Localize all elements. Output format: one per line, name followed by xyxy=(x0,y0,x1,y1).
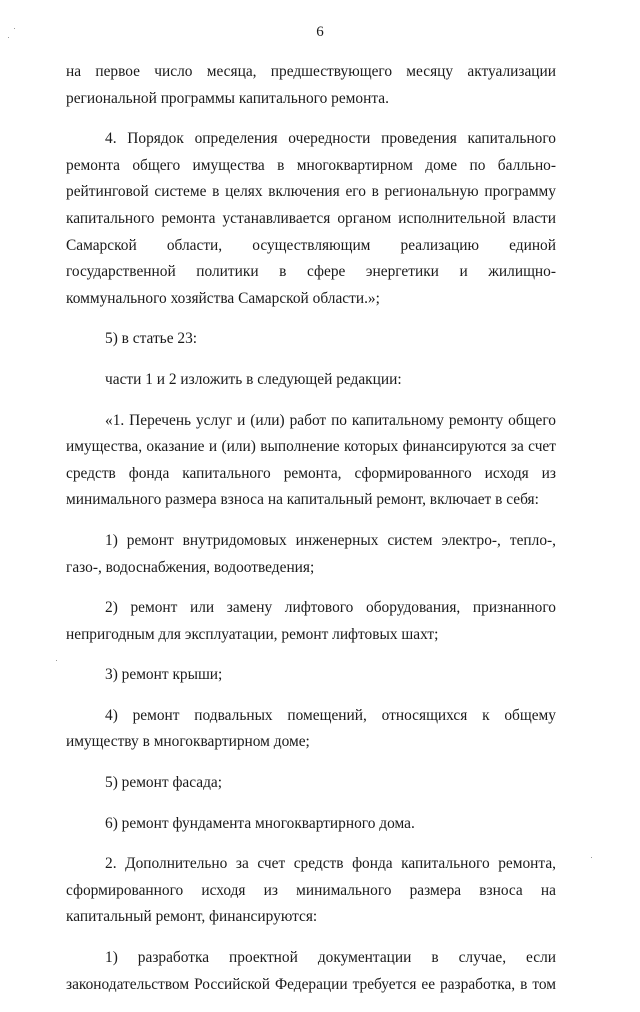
list-item-2: 2) ремонт или замену лифтового оборудования, признанного непригодным для эксплуатации, ремонт лифтовых шахт; xyxy=(66,599,556,643)
scan-speck xyxy=(8,37,9,38)
paragraph-continuation: на первое число месяца, предшествующего месяцу актуализации региональной программы капитального ремонта. xyxy=(66,63,556,107)
list-item-4: 4) ремонт подвальных помещений, относящихся к общему имуществу в многоквартирном доме; xyxy=(66,706,556,751)
paragraph-parts-1-2: части 1 и 2 изложить в следующей редакции: xyxy=(105,370,402,388)
list-item-3: 3) ремонт крыши; xyxy=(105,666,223,684)
scan-speck xyxy=(14,28,15,29)
page-number: 6 xyxy=(316,24,324,40)
paragraph-item-4: 4. Порядок определения очередности проведения капитального ремонта общего имущества в многоквартирном доме по балльно-рейтинговой системе в целях включения его в региональную программу капитального ремонта устанавливается органом исполнительной власти Самарской области, осуществляющим реализацию единой государственной политики в сфере энергетики и жилищно-коммунального хозяйства Самарской области.»; xyxy=(66,130,556,307)
paragraph-part-1: «1. Перечень услуг и (или) работ по капитальному ремонту общего имущества, оказание и (или) выполнение которых финансируются за счет средств фонда капитального ремонта, сформированного исходя из минимального размера взноса на капитальный ремонт, включает в себя: xyxy=(66,411,556,509)
scan-speck xyxy=(56,660,57,661)
scan-speck xyxy=(591,857,592,858)
list-item-5: 5) ремонт фасада; xyxy=(105,774,223,792)
paragraph-article-23: 5) в статье 23: xyxy=(105,330,198,348)
list-item-6: 6) ремонт фундамента многоквартирного дома. xyxy=(105,814,415,832)
paragraph-part-2-item-1: 1) разработка проектной документации в случае, если законодательством Российской Федерации требуется ее разработка, в том xyxy=(66,949,556,993)
list-item-1: 1) ремонт внутридомовых инженерных систем электро-, тепло-, газо-, водоснабжения, водоотведения; xyxy=(66,531,556,576)
paragraph-part-2: 2. Дополнительно за счет средств фонда капитального ремонта, сформированного исходя из минимального размера взноса на капитальный ремонт, финансируются: xyxy=(66,855,556,926)
document-body xyxy=(66,59,556,1012)
